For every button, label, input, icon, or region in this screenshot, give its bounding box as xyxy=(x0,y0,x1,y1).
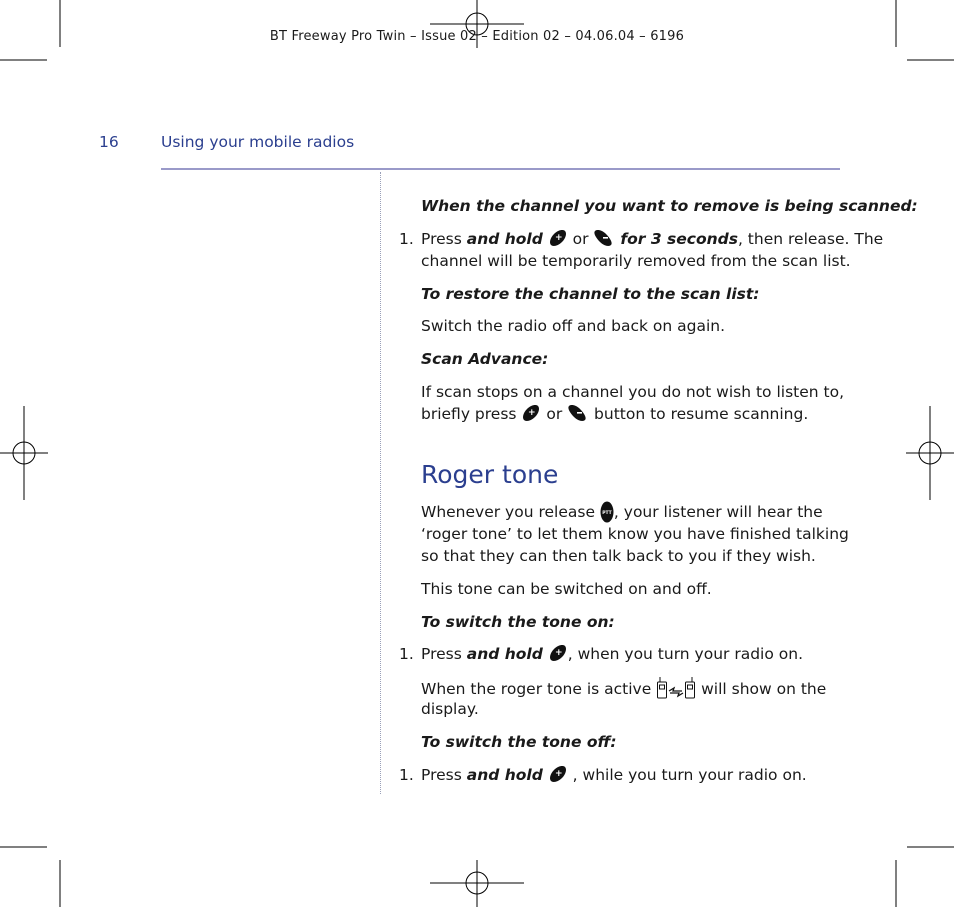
subheading-remove-scanned: When the channel you want to remove is being scanned: xyxy=(421,197,918,215)
step-number: 1. xyxy=(399,766,414,784)
minus-button-icon xyxy=(593,228,615,248)
subheading-tone-on: To switch the tone on: xyxy=(421,613,615,631)
roger-tone-display-icon xyxy=(656,676,696,700)
active-line2: display. xyxy=(421,700,479,718)
plus-button-icon xyxy=(521,403,541,423)
restore-text: Switch the radio off and back on again. xyxy=(421,317,726,335)
plus-button-icon xyxy=(548,643,568,663)
toggle-text: This tone can be switched on and off. xyxy=(421,580,712,598)
column-separator xyxy=(380,172,381,794)
ptt-button-icon xyxy=(600,501,614,523)
step-remove-line1: Press and hold + or for 3 seconds, then release. The xyxy=(421,230,884,248)
scan-advance-line1: If scan stops on a channel you do not wish to listen to, xyxy=(421,383,845,401)
step-tone-on: Press and hold + , when you turn your radio on. xyxy=(421,645,803,663)
plus-button-icon xyxy=(548,228,568,248)
page-number: 16 xyxy=(99,133,119,151)
heading-roger-tone: Roger tone xyxy=(421,460,559,489)
minus-button-icon xyxy=(567,403,589,423)
active-line1: When the roger tone is active will show on the xyxy=(421,676,826,700)
subheading-restore: To restore the channel to the scan list: xyxy=(421,285,760,303)
step-tone-off: Press and hold + , while you turn your radio on. xyxy=(421,766,807,784)
svg-text:+: + xyxy=(554,233,563,243)
step-remove-line2: channel will be temporarily removed from the scan list. xyxy=(421,252,851,270)
svg-text:+: + xyxy=(554,769,563,779)
roger-line1: Whenever you release PTT , your listener will hear the xyxy=(421,503,823,521)
roger-line3: so that they can then talk back to you if they wish. xyxy=(421,547,816,565)
header-rule xyxy=(161,168,840,170)
roger-line2: ‘roger tone’ to let them know you have finished talking xyxy=(421,525,849,543)
subheading-tone-off: To switch the tone off: xyxy=(421,733,617,751)
print-header: BT Freeway Pro Twin – Issue 02 – Edition 02 – 04.06.04 – 6196 xyxy=(269,29,685,44)
subheading-scan-advance: Scan Advance: xyxy=(421,350,549,368)
svg-text:+: + xyxy=(554,648,563,658)
scan-advance-line2: briefly press + or button to resume scanning. xyxy=(421,405,809,423)
svg-text:+: + xyxy=(528,408,536,418)
section-title: Using your mobile radios xyxy=(161,133,355,151)
plus-button-icon xyxy=(548,764,568,784)
svg-text:PTT: PTT xyxy=(602,511,612,516)
step-number: 1. xyxy=(399,645,414,663)
step-number: 1. xyxy=(399,230,414,248)
